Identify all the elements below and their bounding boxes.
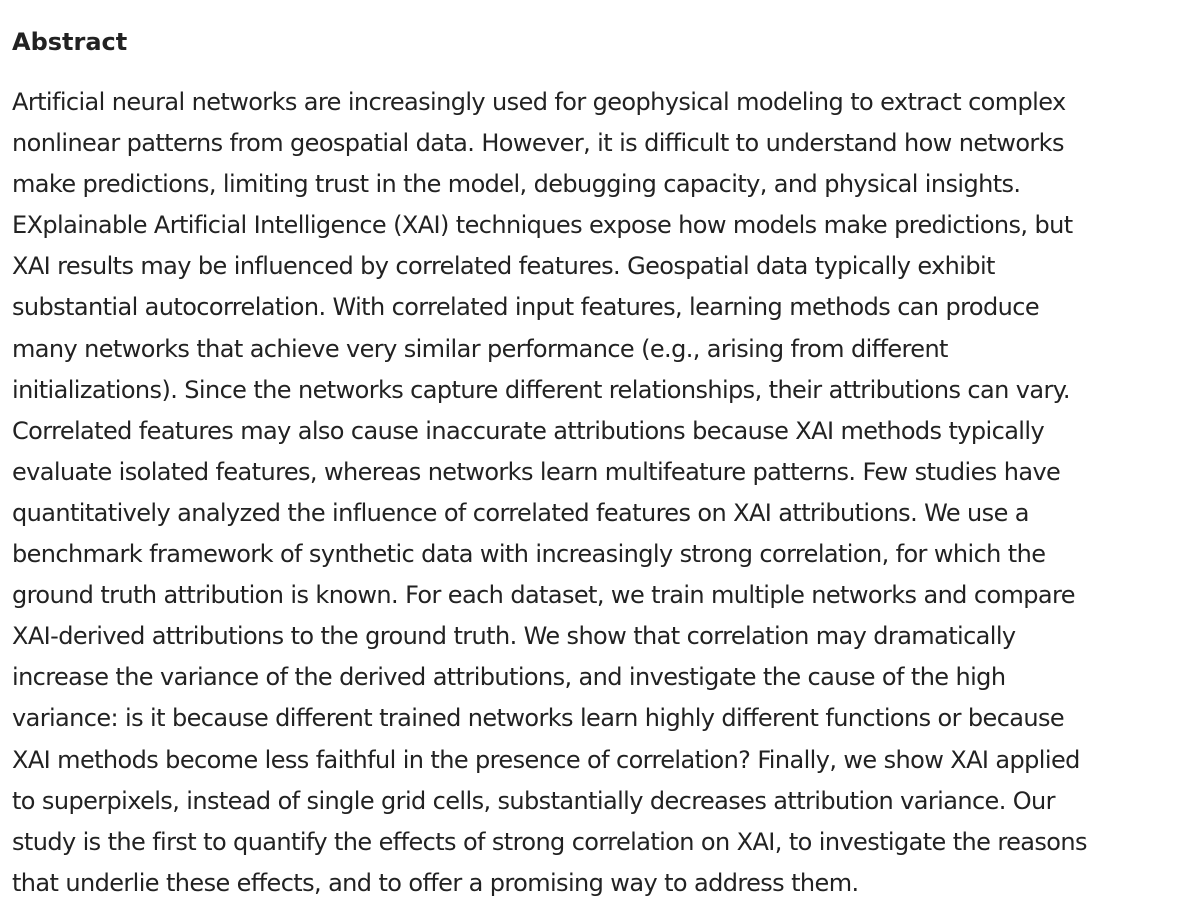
abstract-line: make predictions, limiting trust in the model, debugging capacity, and physical insights. <box>12 170 1021 199</box>
abstract-line: ground truth attribution is known. For each dataset, we train multiple networks and compare <box>12 581 1075 610</box>
abstract-line: initializations). Since the networks capture different relationships, their attributions can vary. <box>12 375 1070 404</box>
abstract-line: benchmark framework of synthetic data with increasingly strong correlation, for which the <box>12 540 1046 569</box>
abstract-line: evaluate isolated features, whereas networks learn multifeature patterns. Few studies have <box>12 457 1061 486</box>
abstract-line: variance: is it because different trained networks learn highly different functions or because <box>12 704 1065 733</box>
abstract-line: to superpixels, instead of single grid cells, substantially decreases attribution variance. Our <box>12 786 1055 815</box>
abstract-line: XAI results may be influenced by correlated features. Geospatial data typically exhibit <box>12 252 995 281</box>
abstract-line: Correlated features may also cause inaccurate attributions because XAI methods typically <box>12 416 1045 445</box>
abstract-line: substantial autocorrelation. With correlated input features, learning methods can produce <box>12 293 1040 322</box>
abstract-line: increase the variance of the derived attributions, and investigate the cause of the high <box>12 663 1006 692</box>
abstract-line: XAI methods become less faithful in the presence of correlation? Finally, we show XAI applied <box>12 745 1080 774</box>
abstract-heading: Abstract <box>12 28 128 56</box>
abstract-line: many networks that achieve very similar performance (e.g., arising from different <box>12 334 948 363</box>
abstract-line: nonlinear patterns from geospatial data. However, it is difficult to understand how networks <box>12 129 1064 158</box>
abstract-line: quantitatively analyzed the influence of correlated features on XAI attributions. We use a <box>12 498 1029 527</box>
abstract-line: that underlie these effects, and to offer a promising way to address them. <box>12 868 859 897</box>
abstract-line: study is the first to quantify the effects of strong correlation on XAI, to investigate the reasons <box>12 827 1087 856</box>
abstract-line: EXplainable Artificial Intelligence (XAI) techniques expose how models make predictions, but <box>12 211 1073 240</box>
abstract-line: Artificial neural networks are increasingly used for geophysical modeling to extract complex <box>12 88 1066 116</box>
abstract-body <box>12 82 1192 904</box>
abstract-section <box>12 22 1192 904</box>
abstract-line: XAI-derived attributions to the ground truth. We show that correlation may dramatically <box>12 622 1016 651</box>
